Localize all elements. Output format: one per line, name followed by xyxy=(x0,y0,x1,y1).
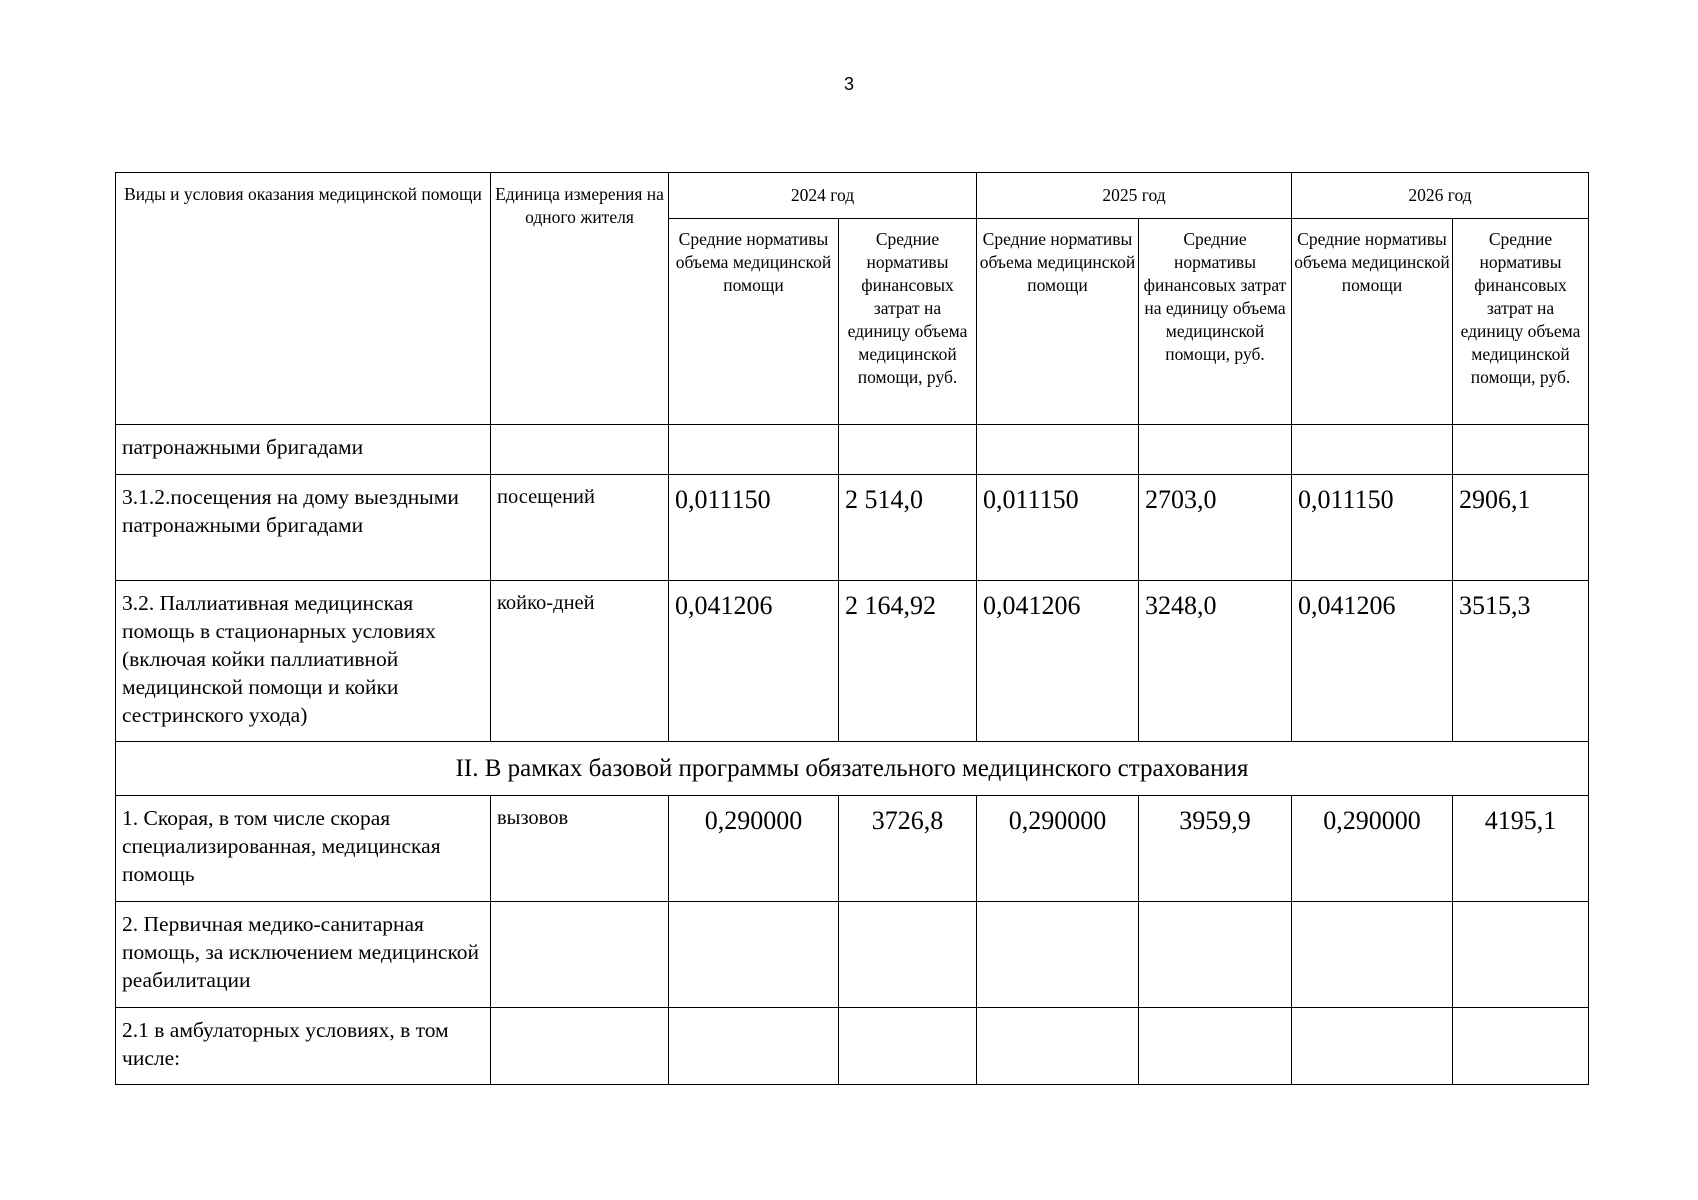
header-volume-2024: Средние нормативы объема медицинской помощи xyxy=(669,219,839,425)
header-year-2024: 2024 год xyxy=(669,173,977,219)
header-unit: Единица измерения на одного жителя xyxy=(491,173,669,425)
table-row xyxy=(116,581,1589,742)
row-value xyxy=(669,425,839,475)
row-value xyxy=(839,1008,977,1085)
row-label: патронажными бригадами xyxy=(116,425,491,475)
row-value xyxy=(1139,902,1292,1008)
row-value: 0,011150 xyxy=(977,475,1139,581)
row-label: 2. Первичная медико-санитарная помощь, за исключением медицинской реабилитации xyxy=(116,902,491,1008)
row-value: 0,041206 xyxy=(669,581,839,742)
row-value: 3248,0 xyxy=(1139,581,1292,742)
row-value xyxy=(669,902,839,1008)
header-row-years xyxy=(116,173,1589,219)
table-row xyxy=(116,796,1589,902)
row-value: 0,011150 xyxy=(669,475,839,581)
row-value: 0,290000 xyxy=(1292,796,1453,902)
row-value xyxy=(1453,902,1589,1008)
row-value xyxy=(1292,425,1453,475)
row-label: 3.2. Паллиативная медицинская помощь в стационарных условиях (включая койки паллиативной медицинской помощи и койки сестринского ухода) xyxy=(116,581,491,742)
row-value xyxy=(1453,1008,1589,1085)
row-unit: посещений xyxy=(491,475,669,581)
row-unit xyxy=(491,1008,669,1085)
row-value xyxy=(1453,425,1589,475)
row-value xyxy=(1139,1008,1292,1085)
row-value: 4195,1 xyxy=(1453,796,1589,902)
section-row xyxy=(116,742,1589,796)
row-value xyxy=(1292,902,1453,1008)
row-unit: койко-дней xyxy=(491,581,669,742)
row-unit xyxy=(491,425,669,475)
row-value: 0,041206 xyxy=(1292,581,1453,742)
header-cost-2024: Средние нормативы финансовых затрат на единицу объема медицинской помощи, руб. xyxy=(839,219,977,425)
row-label: 1. Скорая, в том числе скорая специализированная, медицинская помощь xyxy=(116,796,491,902)
row-value xyxy=(977,902,1139,1008)
header-volume-2026: Средние нормативы объема медицинской помощи xyxy=(1292,219,1453,425)
section-title: II. В рамках базовой программы обязательного медицинского страхования xyxy=(116,742,1589,796)
row-unit xyxy=(491,902,669,1008)
row-value xyxy=(977,425,1139,475)
row-value: 3959,9 xyxy=(1139,796,1292,902)
table-row xyxy=(116,1008,1589,1085)
row-value: 0,290000 xyxy=(669,796,839,902)
header-cost-2026: Средние нормативы финансовых затрат на единицу объема медицинской помощи, руб. xyxy=(1453,219,1589,425)
row-value: 0,041206 xyxy=(977,581,1139,742)
row-value: 2703,0 xyxy=(1139,475,1292,581)
page-number: 3 xyxy=(843,74,854,94)
row-value: 3726,8 xyxy=(839,796,977,902)
header-year-2025: 2025 год xyxy=(977,173,1292,219)
table-row xyxy=(116,902,1589,1008)
row-value xyxy=(977,1008,1139,1085)
row-label: 2.1 в амбулаторных условиях, в том числе: xyxy=(116,1008,491,1085)
row-unit: вызовов xyxy=(491,796,669,902)
row-value xyxy=(839,425,977,475)
row-value: 2 514,0 xyxy=(839,475,977,581)
row-value xyxy=(839,902,977,1008)
table-row xyxy=(116,475,1589,581)
row-label: 3.1.2.посещения на дому выездными патронажными бригадами xyxy=(116,475,491,581)
header-type: Виды и условия оказания медицинской помощи xyxy=(116,173,491,425)
header-volume-2025: Средние нормативы объема медицинской помощи xyxy=(977,219,1139,425)
table-row xyxy=(116,425,1589,475)
header-cost-2025: Средние нормативы финансовых затрат на единицу объема медицинской помощи, руб. xyxy=(1139,219,1292,425)
row-value: 2906,1 xyxy=(1453,475,1589,581)
row-value xyxy=(669,1008,839,1085)
normatives-table xyxy=(115,172,1589,1085)
row-value xyxy=(1139,425,1292,475)
row-value xyxy=(1292,1008,1453,1085)
row-value: 2 164,92 xyxy=(839,581,977,742)
row-value: 0,011150 xyxy=(1292,475,1453,581)
row-value: 0,290000 xyxy=(977,796,1139,902)
header-year-2026: 2026 год xyxy=(1292,173,1589,219)
row-value: 3515,3 xyxy=(1453,581,1589,742)
